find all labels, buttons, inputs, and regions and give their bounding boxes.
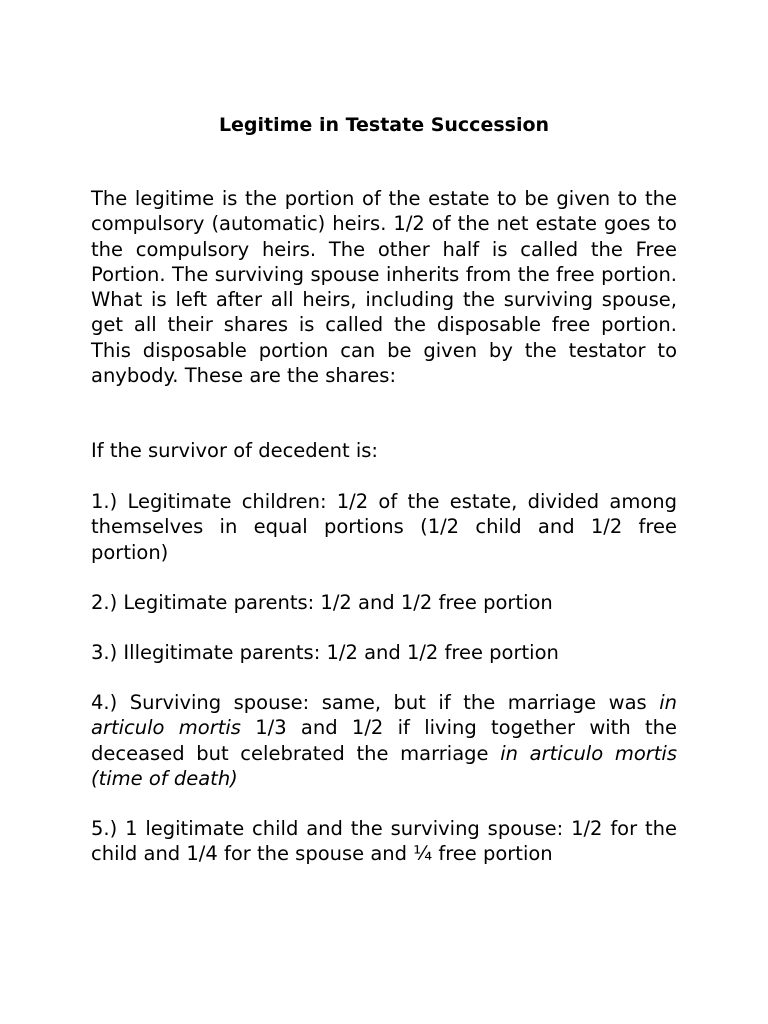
share-item-3: 3.) Illegitimate parents: 1/2 and 1/2 free portion — [91, 641, 559, 664]
share-item-2: 2.) Legitimate parents: 1/2 and 1/2 free portion — [91, 591, 553, 614]
share-item-4 — [91, 690, 677, 791]
share-item-5: 5.) 1 legitimate child and the surviving spouse: 1/2 for the child and 1/4 for the spouse and ¼ free portion — [91, 817, 677, 866]
document-title: Legitime in Testate Succession — [218, 114, 550, 136]
intro-paragraph: The legitime is the portion of the estate to be given to the compulsory (automatic) heirs. 1/2 of the net estate goes to the compulsory heirs. The other half is called the Free Portion. The surviving spouse inherits from the free portion. What is left after all heirs, including the surviving spouse, get all their shares is called the disposable free portion. This disposable portion can be given by the testator to anybody. These are the shares: — [91, 187, 677, 388]
lead-paragraph: If the survivor of decedent is: — [91, 439, 379, 462]
share-item-4-text-1: 4.) Surviving spouse: same, but if the marriage was — [91, 691, 660, 714]
share-item-4-text-2: 1/3 and 1/2 if living together with the deceased but celebrated the marriage — [91, 716, 677, 765]
share-item-1: 1.) Legitimate children: 1/2 of the estate, divided among themselves in equal portions (1/2 child and 1/2 free portion) — [91, 490, 677, 564]
share-item-4-italic-1: in articulo mortis — [91, 691, 677, 740]
share-item-4-italic-2: in articulo mortis (time of death) — [91, 741, 677, 790]
